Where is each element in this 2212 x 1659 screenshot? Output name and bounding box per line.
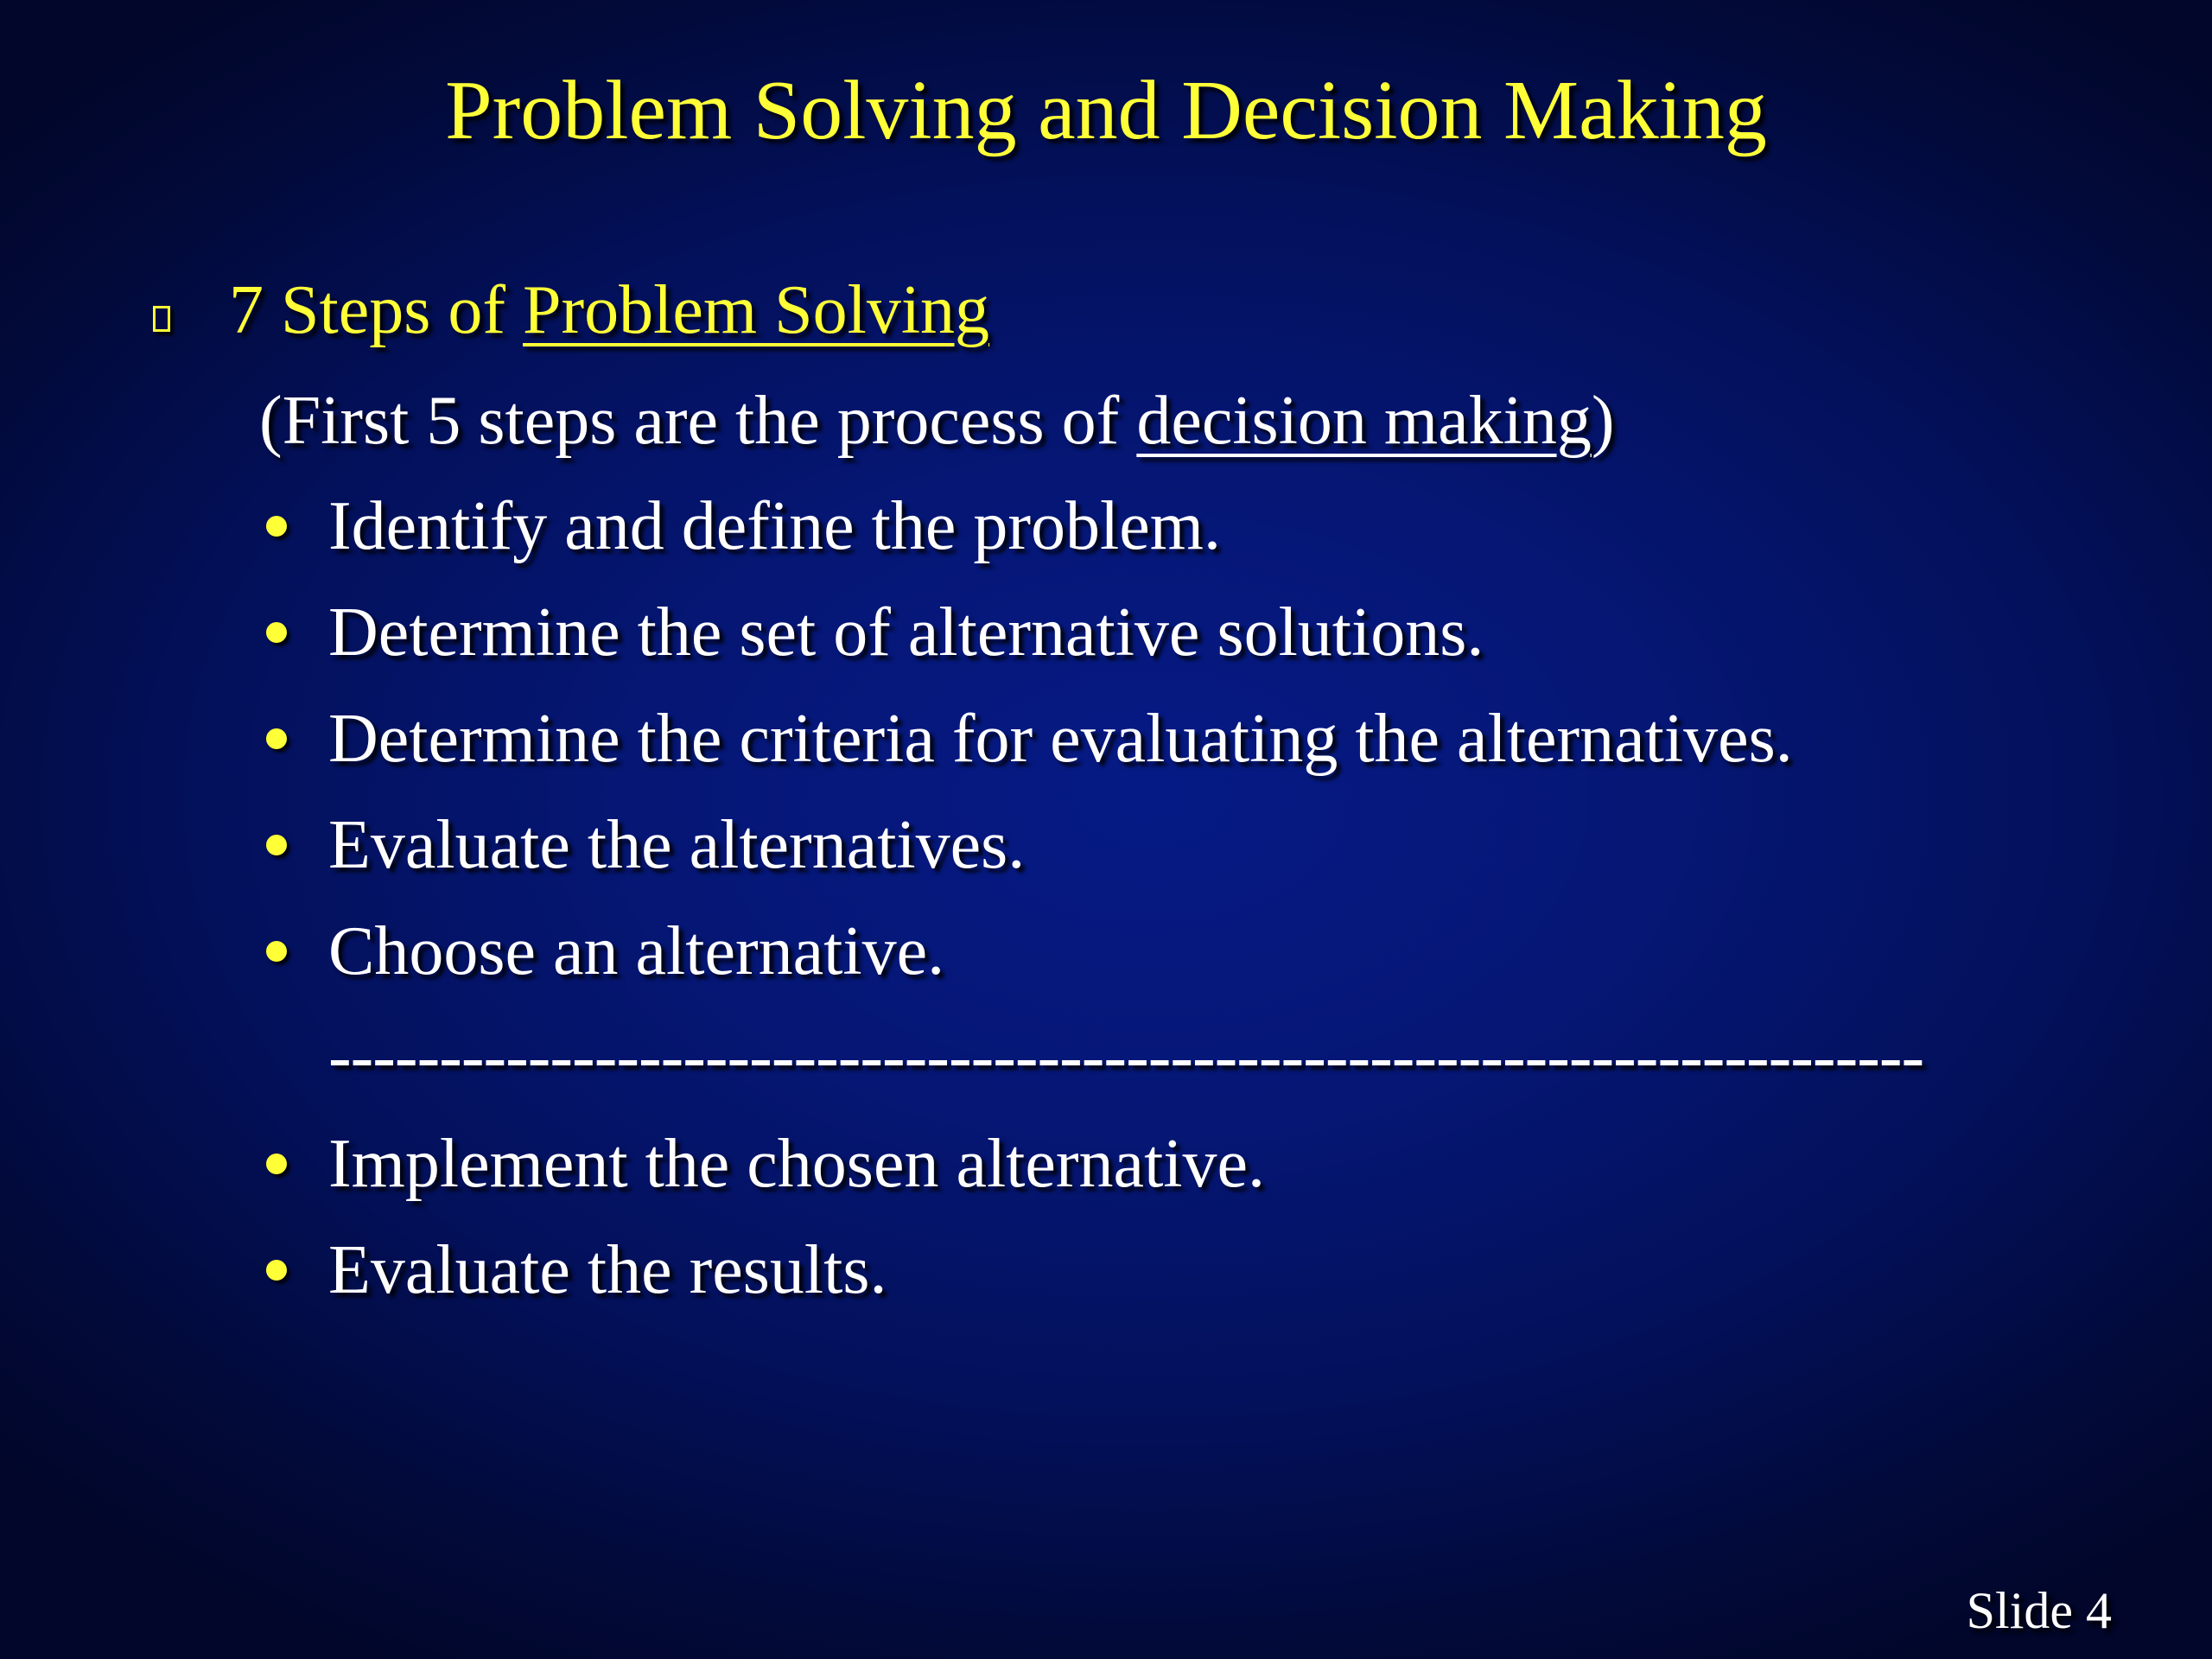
dot-bullet-icon — [266, 835, 287, 855]
dot-bullet-icon — [266, 1260, 287, 1281]
dot-bullet-icon — [266, 622, 287, 643]
step-text: Evaluate the results. — [328, 1232, 887, 1308]
dot-bullet-icon — [266, 941, 287, 962]
note-prefix: (First 5 steps are the process of — [259, 383, 1137, 459]
step-text: Implement the chosen alternative. — [328, 1126, 1266, 1202]
heading-text — [229, 263, 989, 358]
slide-title: Problem Solving and Decision Making — [445, 64, 1767, 157]
problem-solving-link[interactable]: Problem Solving — [523, 272, 990, 348]
step-text: Evaluate the alternatives. — [328, 807, 1026, 883]
heading-prefix: 7 Steps of — [229, 272, 523, 348]
step-text: Determine the set of alternative solutions. — [328, 594, 1484, 671]
step-text: Identify and define the problem. — [328, 488, 1221, 564]
decision-making-note — [259, 373, 1615, 468]
note-suffix: ) — [1591, 383, 1615, 459]
step-text: Determine the criteria for evaluating the alternatives. — [328, 701, 1793, 777]
dot-bullet-icon — [266, 516, 287, 537]
dot-bullet-icon — [266, 728, 287, 749]
slide-number: Slide 4 — [1966, 1582, 2112, 1639]
section-divider: ------------------------------------------------------------------------ — [328, 1019, 1924, 1095]
step-text: Choose an alternative. — [328, 913, 945, 989]
square-bullet-icon — [153, 306, 170, 332]
decision-making-link[interactable]: decision making — [1136, 383, 1592, 459]
dot-bullet-icon — [266, 1154, 287, 1174]
